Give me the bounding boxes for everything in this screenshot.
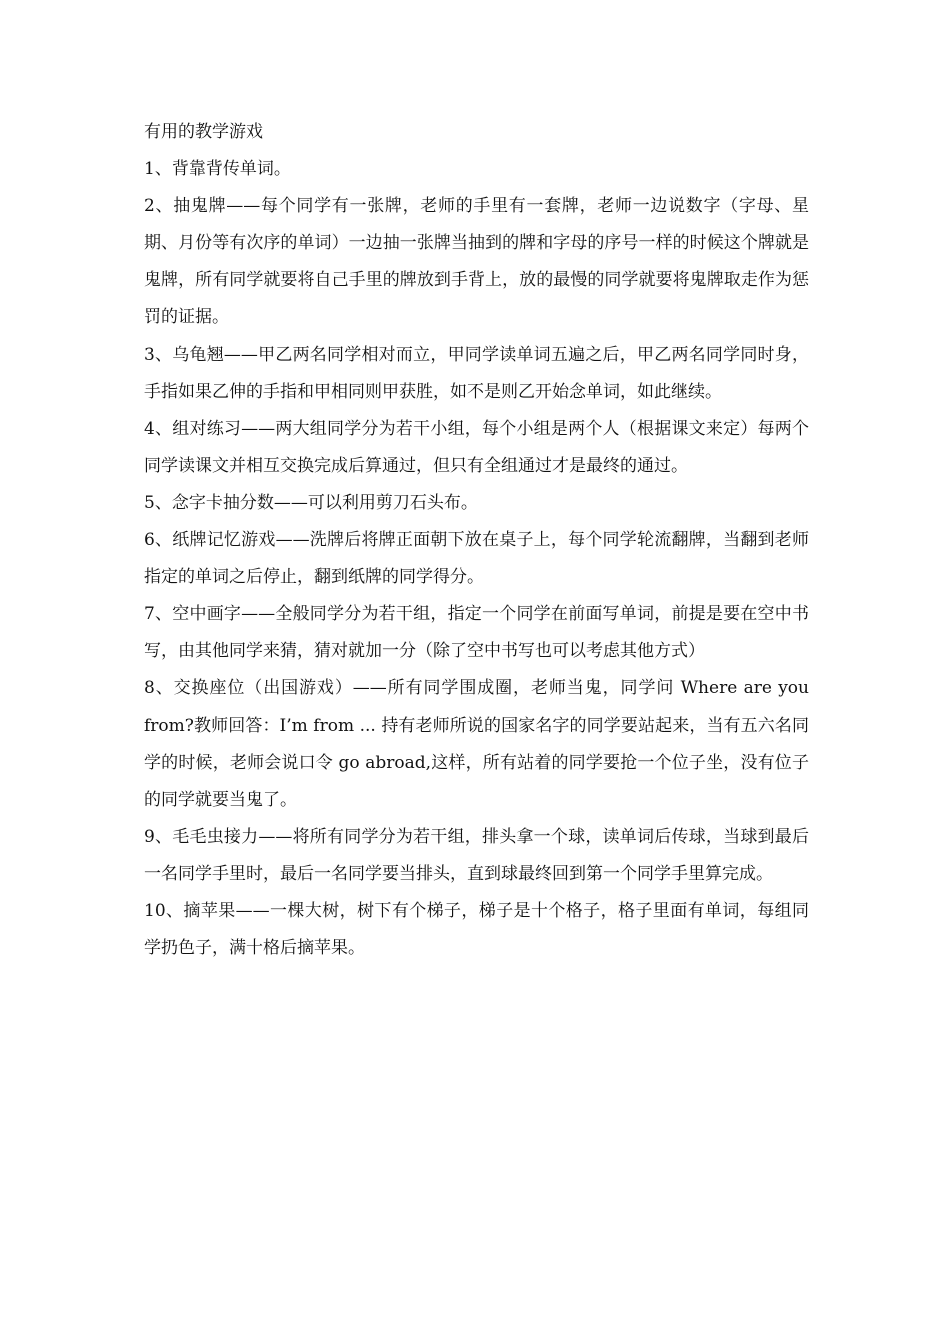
list-item: 10、摘苹果——一棵大树，树下有个梯子，梯子是十个格子，格子里面有单词，每组同学扔色子，满十格后摘苹果。 (144, 900, 809, 959)
document-title: 有用的教学游戏 (144, 122, 263, 142)
list-item: 5、念字卡抽分数——可以利用剪刀石头布。 (144, 492, 478, 513)
list-item: 4、组对练习——两大组同学分为若干小组，每个小组是两个人（根据课文来定）每两个同学读课文并相互交换完成后算通过，但只有全组通过才是最终的通过。 (144, 418, 809, 476)
list-item: 7、空中画字——全般同学分为若干组，指定一个同学在前面写单词，前提是要在空中书写，由其他同学来猜，猜对就加一分（除了空中书写也可以考虑其他方式） (144, 604, 809, 662)
list-item: 3、乌龟翘——甲乙两名同学相对而立，甲同学读单词五遍之后，甲乙两名同学同时身，手指如果乙伸的手指和甲相同则甲获胜，如不是则乙开始念单词，如此继续。 (144, 344, 809, 402)
list-item: 8、交换座位（出国游戏）——所有同学围成圈，老师当鬼，同学问 Where are you from?教师回答：I’m from ... 持有老师所说的国家名字的同学要站起来，当有五六名同学的时候，老师会说口令 go abroad,这样，所有站着的同学要抢一个位子坐，没有位子的同学就要当鬼了。 (144, 678, 809, 810)
list-item: 1、背靠背传单词。 (144, 159, 291, 180)
list-item: 9、毛毛虫接力——将所有同学分为若干组，排头拿一个球，读单词后传球，当球到最后一名同学手里时，最后一名同学要当排头，直到球最终回到第一个同学手里算完成。 (144, 826, 809, 884)
document-body (144, 114, 809, 967)
list-item: 2、抽鬼牌——每个同学有一张牌，老师的手里有一套牌，老师一边说数字（字母、星期、月份等有次序的单词）一边抽一张牌当抽到的牌和字母的序号一样的时候这个牌就是鬼牌，所有同学就要将自己手里的牌放到手背上，放的最慢的同学就要将鬼牌取走作为惩罚的证据。 (144, 196, 809, 328)
list-item: 6、纸牌记忆游戏——洗牌后将牌正面朝下放在桌子上，每个同学轮流翻牌，当翻到老师指定的单词之后停止，翻到纸牌的同学得分。 (144, 530, 809, 588)
